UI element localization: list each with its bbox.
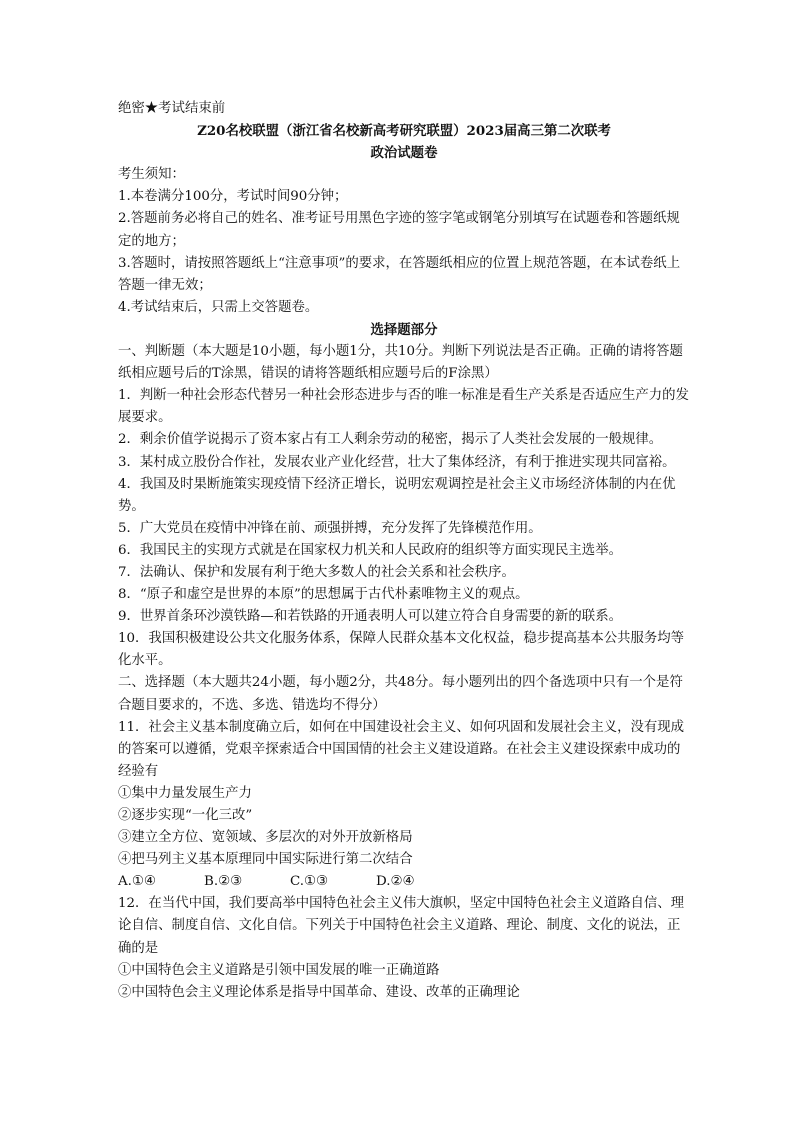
- question-11-item: ①集中力量发展生产力: [118, 785, 252, 801]
- notice-item: 4.考试结束后，只需上交答题卷。: [118, 299, 319, 315]
- part2-intro: 二、选择题（本大题共24小题，每小题2分，共48分。每小题列出的四个备选项中只有一个是符合题目要求的，不选、多选、错选均不得分）: [118, 675, 683, 713]
- notice-heading: 考生须知：: [118, 167, 185, 183]
- notice-item: 2.答题前务必将自己的姓名、准考证号用黑色字迹的签字笔或钢笔分别填写在试题卷和答题纸规定的地方；: [118, 211, 680, 249]
- secret-label: 绝密★考试结束前: [118, 101, 226, 116]
- question-3: 3．某村成立股份合作社，发展农业产业化经营，壮大了集体经济，有利于推进实现共同富裕。: [118, 454, 676, 470]
- question-11-item: ②逐步实现“一化三改”: [118, 808, 253, 823]
- part1-intro: 一、判断题（本大题是10小题，每小题1分，共10分。判断下列说法是否正确。正确的请将答题纸相应题号后的T涂黑，错误的请将答题纸相应题号后的F涂黑）: [118, 344, 683, 382]
- option-a: A.①④: [118, 874, 156, 890]
- notice-item: 3.答题时，请按照答题纸上“注意事项”的要求，在答题纸相应的位置上规范答题，在本试卷纸上答题一律无效；: [118, 255, 681, 293]
- option-c: C.①③: [290, 874, 329, 890]
- question-12-item: ①中国特色会主义道路是引领中国发展的唯一正确道路: [118, 962, 440, 978]
- question-5: 5．广大党员在疫情中冲锋在前、顽强拼搏，充分发挥了先锋模范作用。: [118, 520, 542, 536]
- exam-subtitle: 政治试题卷: [370, 145, 438, 162]
- notice-item: 1.本卷满分100分，考试时间90分钟；: [118, 189, 348, 205]
- question-11-stem: 11．社会主义基本制度确立后，如何在中国建设社会主义、如何巩固和发展社会主义，没有现成的答案可以遵循，党艰辛探索适合中国国情的社会主义建设道路。在社会主义建设探索中成功的经验有: [118, 719, 685, 779]
- question-1: 1．判断一种社会形态代替另一种社会形态进步与否的唯一标准是看生产关系是否适应生产力的发展要求。: [118, 388, 689, 426]
- question-11-item: ④把马列主义基本原理同中国实际进行第二次结合: [118, 852, 413, 868]
- question-7: 7．法确认、保护和发展有利于绝大多数人的社会关系和社会秩序。: [118, 564, 515, 580]
- question-4: 4．我国及时果断施策实现疫情下经济正增长，说明宏观调控是社会主义市场经济体制的内在优势。: [118, 476, 676, 514]
- question-10: 10．我国积极建设公共文化服务体系，保障人民群众基本文化权益，稳步提高基本公共服务均等化水平。: [118, 631, 685, 669]
- question-2: 2．剩余价值学说揭示了资本家占有工人剩余劳动的秘密，揭示了人类社会发展的一般规律。: [118, 432, 663, 448]
- question-12-item: ②中国特色会主义理论体系是指导中国革命、建设、改革的正确理论: [118, 984, 520, 1000]
- question-8: 8．“原子和虚空是世界的本原”的思想属于古代朴素唯物主义的观点。: [118, 587, 529, 603]
- question-6: 6．我国民主的实现方式就是在国家权力机关和人民政府的组织等方面实现民主选举。: [118, 542, 622, 558]
- exam-title: Z20名校联盟（浙江省名校新高考研究联盟）2023届高三第二次联考: [197, 123, 611, 140]
- section-title: 选择题部分: [370, 321, 438, 338]
- option-d: D.②④: [376, 874, 415, 890]
- question-11-options: [118, 871, 690, 893]
- question-9: 9．世界首条环沙漠铁路—和若铁路的开通表明人可以建立符合自身需要的新的联系。: [118, 609, 622, 625]
- option-b: B.②③: [204, 874, 243, 890]
- exam-page: [118, 98, 690, 1004]
- question-11-item: ③建立全方位、宽领域、多层次的对外开放新格局: [118, 830, 413, 846]
- question-12-stem: 12．在当代中国，我们要高举中国特色社会主义伟大旗帜，坚定中国特色社会主义道路自信、理论自信、制度自信、文化自信。下列关于中国特色社会主义道路、理论、制度、文化的说法，正确的是: [118, 896, 685, 956]
